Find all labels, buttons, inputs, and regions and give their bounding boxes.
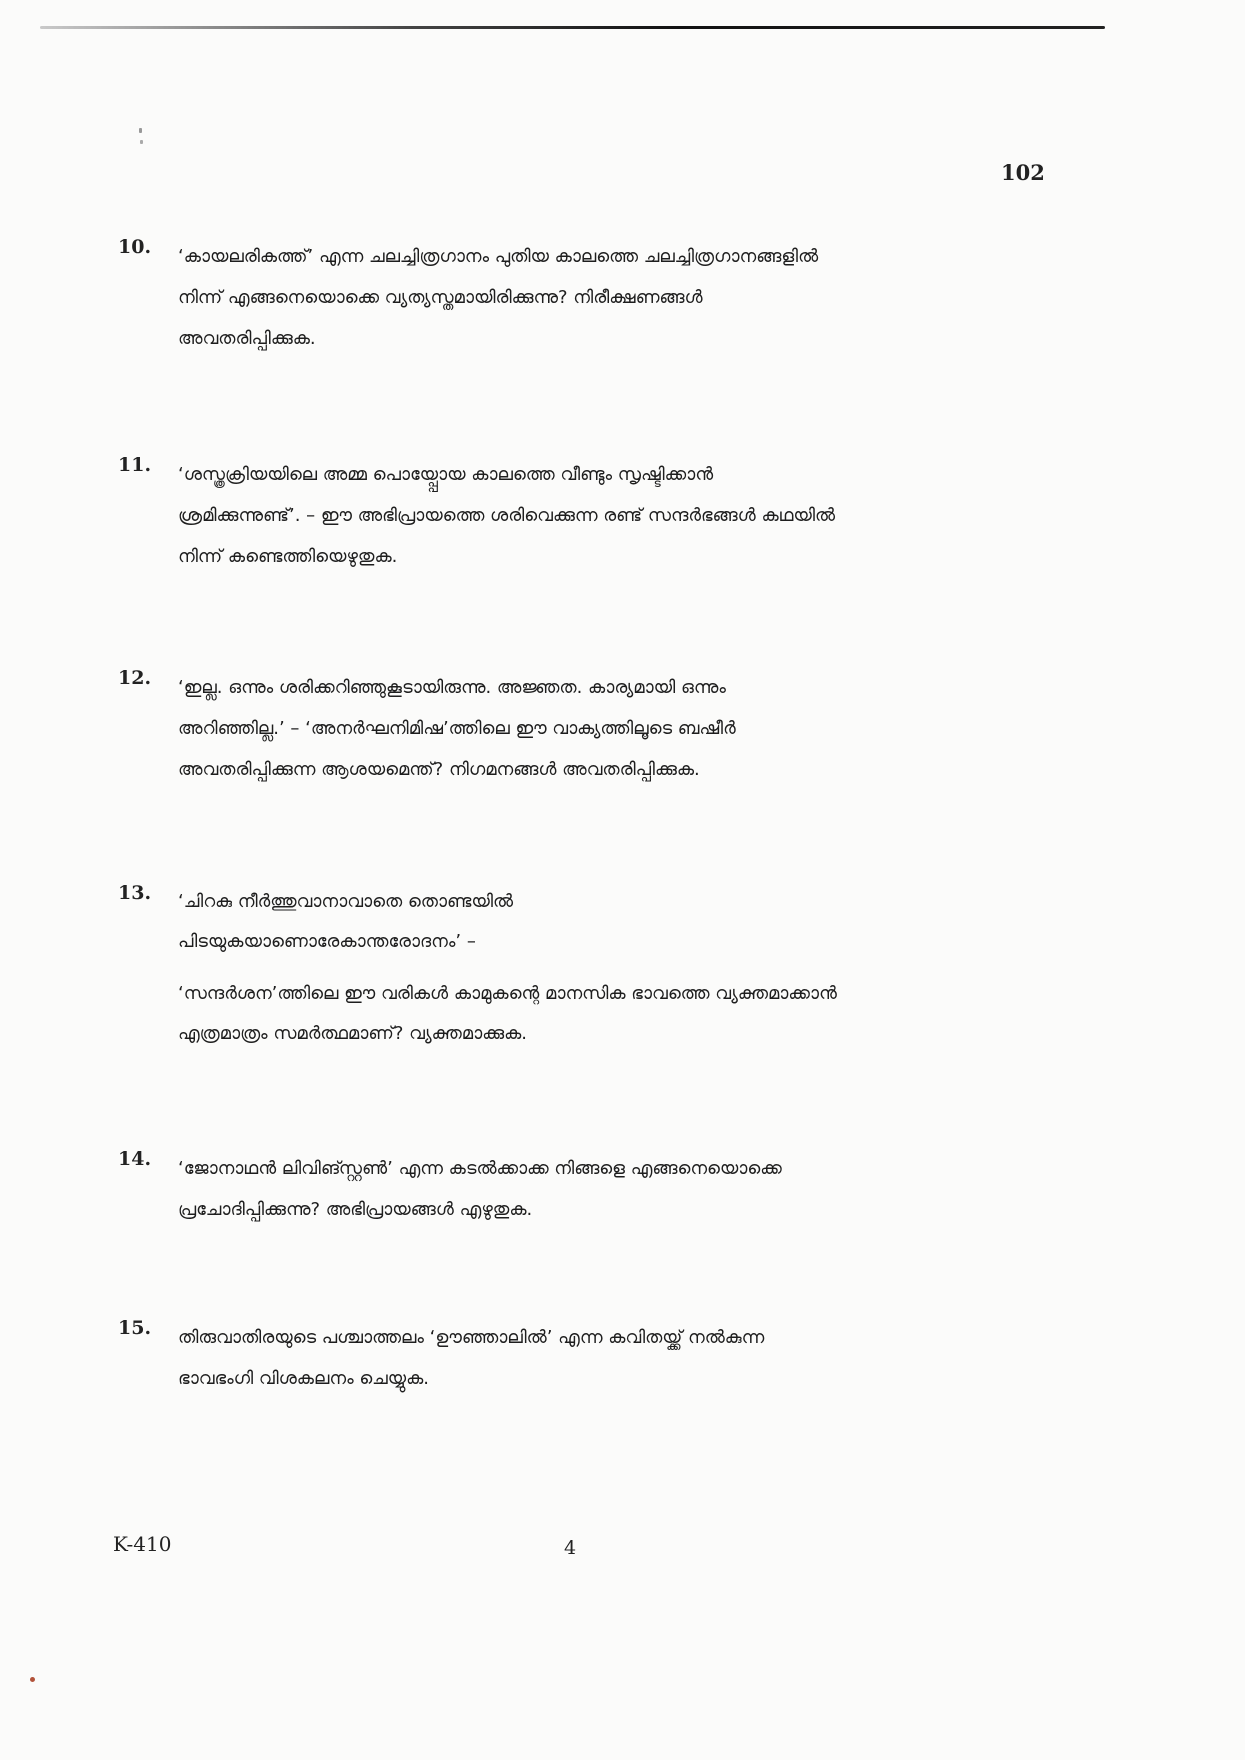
question-line: അവതരിപ്പിക്കുക.: [178, 328, 316, 349]
question-line: എത്രമാത്രം സമർത്ഥമാണ്? വ്യക്തമാക്കുക.: [178, 1023, 527, 1044]
scan-speck: [139, 128, 142, 133]
question-line: തിരുവാതിരയുടെ പശ്ചാത്തലം ‘ഊഞ്ഞാലിൽ’ എന്ന കവിതയ്ക്ക് നൽകുന്ന: [178, 1327, 765, 1348]
question-number: 13.: [118, 882, 152, 904]
question-line: അവതരിപ്പിക്കുന്ന ആശയമെന്ത്? നിഗമനങ്ങൾ അവതരിപ്പിക്കുക.: [178, 759, 700, 780]
question-number: 11.: [118, 454, 152, 476]
scan-speck: [30, 1677, 35, 1682]
question-number: 14.: [118, 1148, 152, 1170]
question-text: [178, 882, 998, 1054]
question-line: ‘കായലരികത്ത്’ എന്ന ചലച്ചിത്രഗാനം പുതിയ കാലത്തെ ചലച്ചിത്രഗാനങ്ങളിൽ: [178, 246, 819, 267]
page-number: 4: [564, 1537, 577, 1559]
question-line: ‘ശസ്ത്രക്രിയയിലെ അമ്മ പൊയ്പ്പോയ കാലത്തെ വീണ്ടും സൃഷ്ടിക്കാൻ: [178, 464, 714, 485]
question-line: ഭാവഭംഗി വിശകലനം ചെയ്യുക.: [178, 1368, 429, 1389]
question-line: നിന്ന് എങ്ങനെയൊക്കെ വ്യത്യസ്തമായിരിക്കുന്നു? നിരീക്ഷണങ്ങൾ: [178, 287, 703, 308]
question-text: [178, 1317, 998, 1399]
question-line: ‘ഇല്ല. ഒന്നും ശരിക്കറിഞ്ഞുകൂടായിരുന്നു. അജ്ഞത. കാര്യമായി ഒന്നും: [178, 677, 726, 698]
question-line: നിന്ന് കണ്ടെത്തിയെഴുതുക.: [178, 546, 398, 567]
question-text: [178, 667, 998, 790]
question-text: [178, 236, 998, 359]
poem-line: പിടയുകയാണൊരേകാന്തരോദനം’ –: [178, 931, 476, 952]
question-number: 10.: [118, 236, 152, 258]
scan-speck: [140, 140, 143, 144]
page-code: 102: [1001, 160, 1045, 185]
question-number: 15.: [118, 1317, 152, 1339]
question-number: 12.: [118, 667, 152, 689]
question-text: [178, 454, 998, 577]
question-line: ശ്രമിക്കുന്നുണ്ട്’. – ഈ അഭിപ്രായത്തെ ശരിവെക്കുന്ന രണ്ട് സന്ദർഭങ്ങൾ കഥയിൽ: [178, 505, 836, 526]
question-line: അറിഞ്ഞില്ല.’ – ‘അനർഘനിമിഷ’ത്തിലെ ഈ വാക്യത്തിലൂടെ ബഷീർ: [178, 718, 736, 739]
paper-code: K-410: [113, 1532, 172, 1556]
question-line: ‘ജോനാഥൻ ലിവിങ്സ്റ്റൺ’ എന്ന കടൽക്കാക്ക നിങ്ങളെ എങ്ങനെയൊക്കെ: [178, 1158, 782, 1179]
question-line: പ്രചോദിപ്പിക്കുന്നു? അഭിപ്രായങ്ങൾ എഴുതുക.: [178, 1199, 533, 1220]
top-rule: [40, 26, 1105, 29]
poem-line: ‘ചിറകു നീർത്തുവാനാവാതെ തൊണ്ടയിൽ: [178, 891, 514, 912]
question-line: ‘സന്ദർശന’ത്തിലെ ഈ വരികൾ കാമുകന്റെ മാനസിക ഭാവത്തെ വ്യക്തമാക്കാൻ: [178, 983, 837, 1004]
question-text: [178, 1148, 998, 1230]
